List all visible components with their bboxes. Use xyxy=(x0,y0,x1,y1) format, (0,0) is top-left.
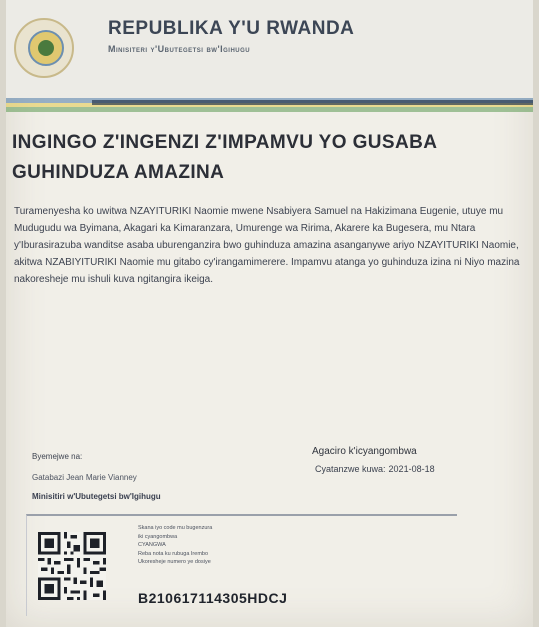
document-reference-code: B210617114305HDCJ xyxy=(138,590,288,606)
document-validity-label: Agaciro k'icyangombwa xyxy=(312,446,417,457)
instruction-line: Ukoresheje numero ye dosiye xyxy=(138,559,211,565)
instruction-line: Reba nota ku rubuga Irembo xyxy=(138,550,209,557)
approval-label: Byemejwe na: xyxy=(32,452,83,461)
document-page xyxy=(6,0,533,627)
signatory-office: Minisitiri w'Ubutegetsi bw'Igihugu xyxy=(32,492,161,501)
document-title: INGINGO Z'INGENZI Z'IMPAMVU YO GUSABA GUHINDUZA AMAZINA xyxy=(12,132,437,183)
issued-date: 2021-08-18 xyxy=(388,464,435,474)
document-body: Turamenyesha ko uwitwa NZAYITURIKI Naomie mwene Nsabiyera Samuel na Hakizimana Eugenie, utuye mu Mudugudu wa Byimana, Akagari ka Kimaranzara, Umurenge wa Ririma, Akarere ka Bugesera, mu Ntara y'Iburasirazuba wanditse asaba uburenganzira bwo guhinduza amazina asanganywe ariyo NZAYITURIKI Naomie, akitwa NZABIYITURIKI Naomie mu gitabo cy'irangamimerere. Impamvu atanga yo guhinduza izina ni Niyo mazina nakoresheje mu ishuli kuva ngitangira ikeiga. xyxy=(14,206,520,285)
instruction-line: Skana iyo code mu bugenzura xyxy=(138,525,213,531)
instruction-line: CYANGWA xyxy=(138,542,166,548)
signatory-name: Gatabazi Jean Marie Vianney xyxy=(32,473,137,482)
letterhead xyxy=(6,0,533,98)
issue-date-line xyxy=(312,464,435,474)
ministry-subtitle: Minisiteri y'Ubutegetsi bw'Igihugu xyxy=(108,44,251,54)
qr-code-icon[interactable] xyxy=(38,532,106,600)
header-divider xyxy=(92,100,533,105)
issued-label: Cyatanzwe kuwa: xyxy=(315,464,386,474)
verification-instructions xyxy=(138,524,308,567)
rwanda-seal-icon xyxy=(14,18,74,78)
instruction-line: iki cyangombwa xyxy=(138,533,178,540)
republic-title: REPUBLIKA Y'U RWANDA xyxy=(108,18,355,39)
